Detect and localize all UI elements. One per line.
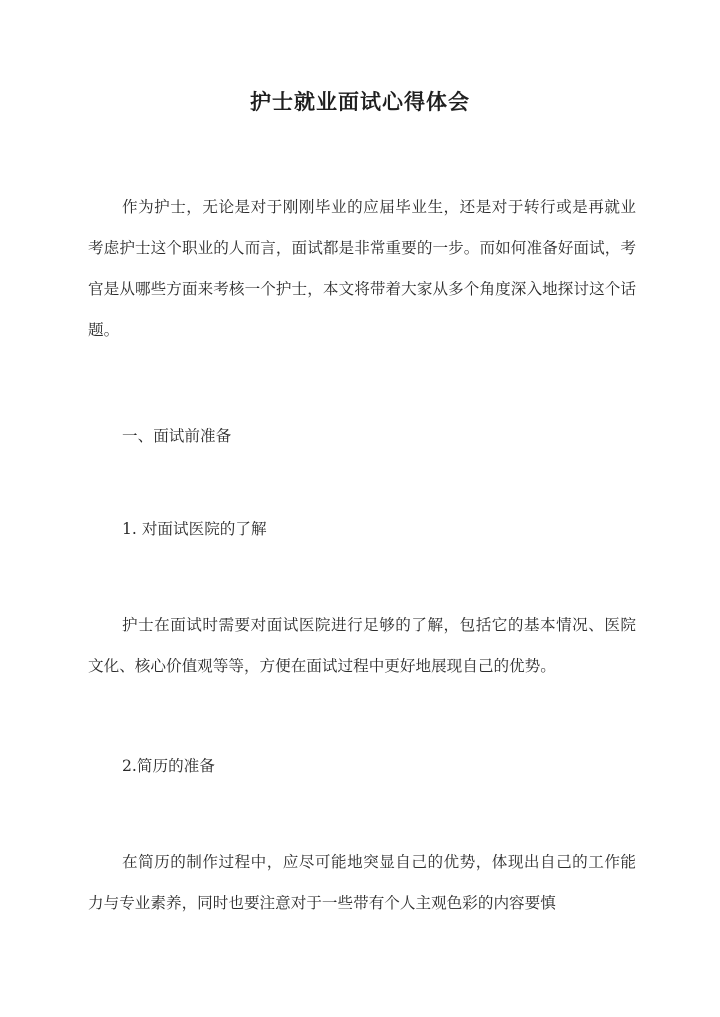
- subheading-hospital-knowledge: 1. 对面试医院的了解: [122, 520, 267, 538]
- subheading-resume-preparation: 2.简历的准备: [122, 757, 215, 775]
- paragraph-hospital-knowledge: 护士在面试时需要对面试医院进行足够的了解，包括它的基本情况、医院文化、核心价值观等等，方便在面试过程中更好地展现自己的优势。: [88, 616, 636, 675]
- paragraph-resume-preparation: 在简历的制作过程中，应尽可能地突显自己的优势，体现出自己的工作能力与专业素养，同时也要注意对于一些带有个人主观色彩的内容要慎: [88, 853, 636, 912]
- page-title: 护士就业面试心得体会: [250, 89, 470, 114]
- section-heading-preparation: 一、面试前准备: [122, 427, 232, 445]
- intro-paragraph: 作为护士，无论是对于刚刚毕业的应届毕业生，还是对于转行或是再就业考虑护士这个职业的人而言，面试都是非常重要的一步。而如何准备好面试，考官是从哪些方面来考核一个护士，本文将带着大家从多个角度深入地探讨这个话题。: [88, 198, 636, 339]
